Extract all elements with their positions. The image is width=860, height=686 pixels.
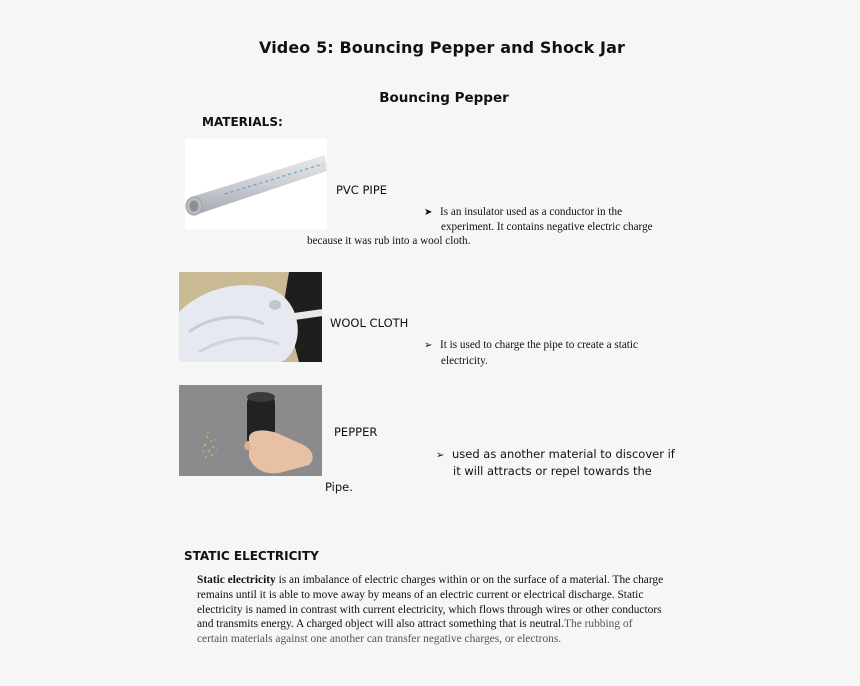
static-para-line1: Static electricity is an imbalance of electric charges within or on the surface of a material. The charge [197, 574, 664, 586]
static-electricity-heading: STATIC ELECTRICITY [184, 549, 319, 563]
material-label-pvc-pipe: PVC PIPE [336, 183, 388, 197]
pvc-desc-line3: because it was rub into a wool cloth. [307, 235, 471, 247]
pvc-pipe-photo [185, 139, 327, 229]
wool-cloth-photo [179, 272, 322, 362]
pepper-desc-line2: it will attracts or repel towards the [453, 464, 652, 478]
static-para-line5: certain materials against one another can transfer negative charges, or electrons. [197, 633, 562, 646]
section-subtitle: Bouncing Pepper [379, 90, 509, 106]
pvc-pipe-description [424, 205, 684, 221]
pepper-description [436, 446, 696, 464]
wool-cloth-image-icon [179, 272, 322, 362]
pvc-desc-line2: experiment. It contains negative electric charge [441, 221, 653, 233]
static-electricity-paragraph [197, 573, 685, 647]
wool-cloth-description [424, 338, 684, 354]
triangle-bullet-icon: ➢ [436, 450, 445, 461]
static-electricity-term: Static electricity [197, 574, 276, 586]
material-label-wool-cloth: WOOL CLOTH [330, 316, 409, 330]
triangle-bullet-icon: ➢ [424, 340, 433, 351]
pvc-pipe-image-icon [185, 139, 327, 229]
arrowhead-bullet-icon: ➤ [424, 207, 433, 218]
static-para-line4: and transmits energy. A charged object will also attract something that is neutral.The rubbing of [197, 618, 633, 631]
wool-desc-line1: It is used to charge the pipe to create a static [440, 339, 638, 351]
material-label-pepper: PEPPER [334, 425, 378, 439]
pepper-desc-line3: Pipe. [325, 480, 353, 494]
materials-heading: MATERIALS: [202, 115, 283, 129]
pvc-desc-line1: Is an insulator used as a conductor in the [440, 206, 623, 218]
static-para-line2: remains until it is able to move away by means of an electric current or electrical discharge. Static [197, 588, 644, 601]
pepper-desc-line1: used as another material to discover if [452, 447, 675, 461]
page-title: Video 5: Bouncing Pepper and Shock Jar [259, 38, 625, 57]
wool-desc-line2: electricity. [441, 355, 488, 367]
static-para-line3: electricity is named in contrast with current electricity, which flows through wires or other conductors [197, 603, 662, 616]
pepper-photo [179, 385, 322, 476]
pepper-shaker-image-icon [179, 385, 322, 476]
